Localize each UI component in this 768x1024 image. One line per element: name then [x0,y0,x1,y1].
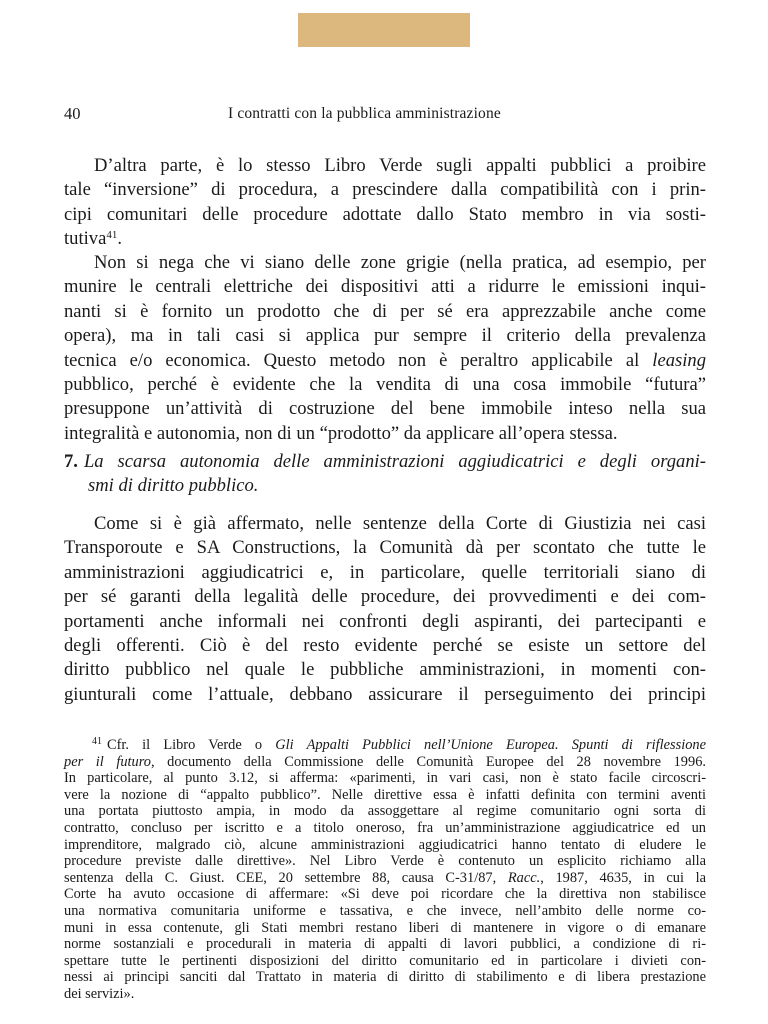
text-line: per sé garanti della legalità delle procedure, dei provvedimenti e dei com- [64,586,706,608]
paragraph-zone-grigie [64,251,706,446]
text-line: pubblico, perché è evidente che la vendita di una cosa immobile “futura” [64,373,706,395]
text-fragment: Cfr. il Libro Verde o [107,737,276,753]
paragraph-libro-verde [64,154,706,252]
footnote-line: nessi ai principi sanciti dal Trattato in materia di diritto di stabilimento e di libera prestazione [64,969,706,986]
footnote-41 [64,737,706,1003]
text-fragment: , documento della Commissione delle Comunità Europee del 28 novembre 1996. [150,753,706,770]
footnote-line: contratto, concluso per iscritto e a titolo oneroso, fra un’amministrazione aggiudicatrice ed un [64,819,706,836]
text-line: integralità e autonomia, non di un “prodotto” da applicare all’opera stessa. [64,422,618,444]
text-line: Non si nega che vi siano delle zone grigie (nella pratica, ad esempio, per [94,252,706,273]
footnote-line: procedure previste dalle direttive». Nel Libro Verde è contenuto un esplicito richiamo alla [64,853,706,870]
text-line: diritto pubblico nel quale le pubbliche amministrazioni, in momenti con- [64,659,706,681]
text-fragment: , 1987, 4635, in cui la [540,869,706,886]
text-line: presuppone un’attività di costruzione del bene immobile inteso nella sua [64,398,706,420]
footnote-line [64,737,706,754]
heading-line: smi di diritto pubblico. [88,475,259,497]
footnote-line: dei servizi». [64,985,135,1002]
section-number: 7. [64,451,78,472]
footnote-line: In particolare, al punto 3.12, si afferma: «parimenti, in vari casi, non è stato facile circoscri- [64,770,706,787]
footnote-line: spettare tutte le pertinenti disposizioni del diritto comunitario ed in particolare i divieti con- [64,952,706,969]
footnote-line [64,870,706,887]
text-line: Come si è già affermato, nelle sentenze della Corte di Giustizia nei casi [94,513,706,534]
text-line: degli offerenti. Ciò è del resto evidente perché se esiste un settore del [64,634,706,656]
text-line: amministrazioni aggiudicatrici e, in particolare, quelle territoriali siano di [64,561,706,583]
footnote-line: imprenditore, malgrado ciò, alcune amministrazioni aggiudicatrici hanno tentato di eludere le [64,836,706,853]
footnote-reference-41[interactable]: 41 [106,229,118,242]
text-fragment: tecnica e/o economica. Questo metodo non è peraltro applicabile al [64,349,653,371]
chapter-tab-marker [298,13,470,47]
text-line: tale “inversione” di procedura, a prescindere dalla compatibilità con i prin- [64,179,706,201]
italic-racc: Racc. [507,869,541,886]
text-line [64,227,706,251]
text-line: Transporoute e SA Constructions, la Comunità dà per scontato che tutte le [64,537,706,559]
heading-line [64,450,706,474]
italic-title: per il futuro [64,753,151,770]
text-line: nanti si è fornito un prodotto che di per sé era apprezzabile anche come [64,300,706,322]
text-line: opera), ma in tali casi si applica pur sempre il criterio della prevalenza [64,325,706,347]
italic-term-leasing: leasing [652,349,706,371]
text-line: munire le centrali elettriche dei dispositivi atti a ridurre le emissioni inqui- [64,276,706,298]
running-title: I contratti con la pubblica amministrazione [228,105,501,122]
footnote-line: muni in essa contenute, gli Stati membri restano liberi di mantenere in vigore o di emanare [64,919,706,936]
text-line: D’altra parte, è lo stesso Libro Verde sugli appalti pubblici a proibire [94,155,706,176]
footnote-line [64,754,706,771]
text-line [64,349,706,373]
footnote-line: Corte ha avuto occasione di affermare: «Si deve poi ricordare che la direttiva non stabilisce [64,886,706,903]
text-fragment: sentenza della C. Giust. CEE, 20 settembre 88, causa C-31/87, [64,869,508,886]
footnote-line: norme sostanziali e procedurali in materia di appalti di lavori pubblici, a condizione di ri- [64,936,706,953]
text-line: giunturali come l’attuale, debbano assicurare il perseguimento dei principi [64,683,706,705]
text-fragment: . [117,228,123,250]
footnote-line: una portata piuttosto ampia, in modo da assoggettare al regime comunitario ogni sorta di [64,803,706,820]
text-fragment: tutiva [64,228,107,250]
footnote-line: una normativa comunitaria uniforme e tassativa, e che invece, nell’ambito delle norme co- [64,902,706,919]
running-header [64,104,706,126]
section-title: La scarsa autonomia delle amministrazioni aggiudicatrici e degli organi- [83,451,706,472]
section-heading-7 [64,450,706,499]
paragraph-transporoute [64,512,706,707]
italic-title: Gli Appalti Pubblici nell’Unione Europea. Spunti di riflessione [275,737,706,753]
footnote-line: vere la nozione di “appalto pubblico”. Nelle direttive essa è infatti definita con termini aventi [64,786,706,803]
text-line: portamenti anche informali nei confronti degli aspiranti, dei partecipanti e [64,610,706,632]
page-number: 40 [64,104,81,123]
text-line: cipi comunitari delle procedure adottate dallo Stato membro in via sosti- [64,203,706,225]
footnote-number: 41 [92,736,102,747]
